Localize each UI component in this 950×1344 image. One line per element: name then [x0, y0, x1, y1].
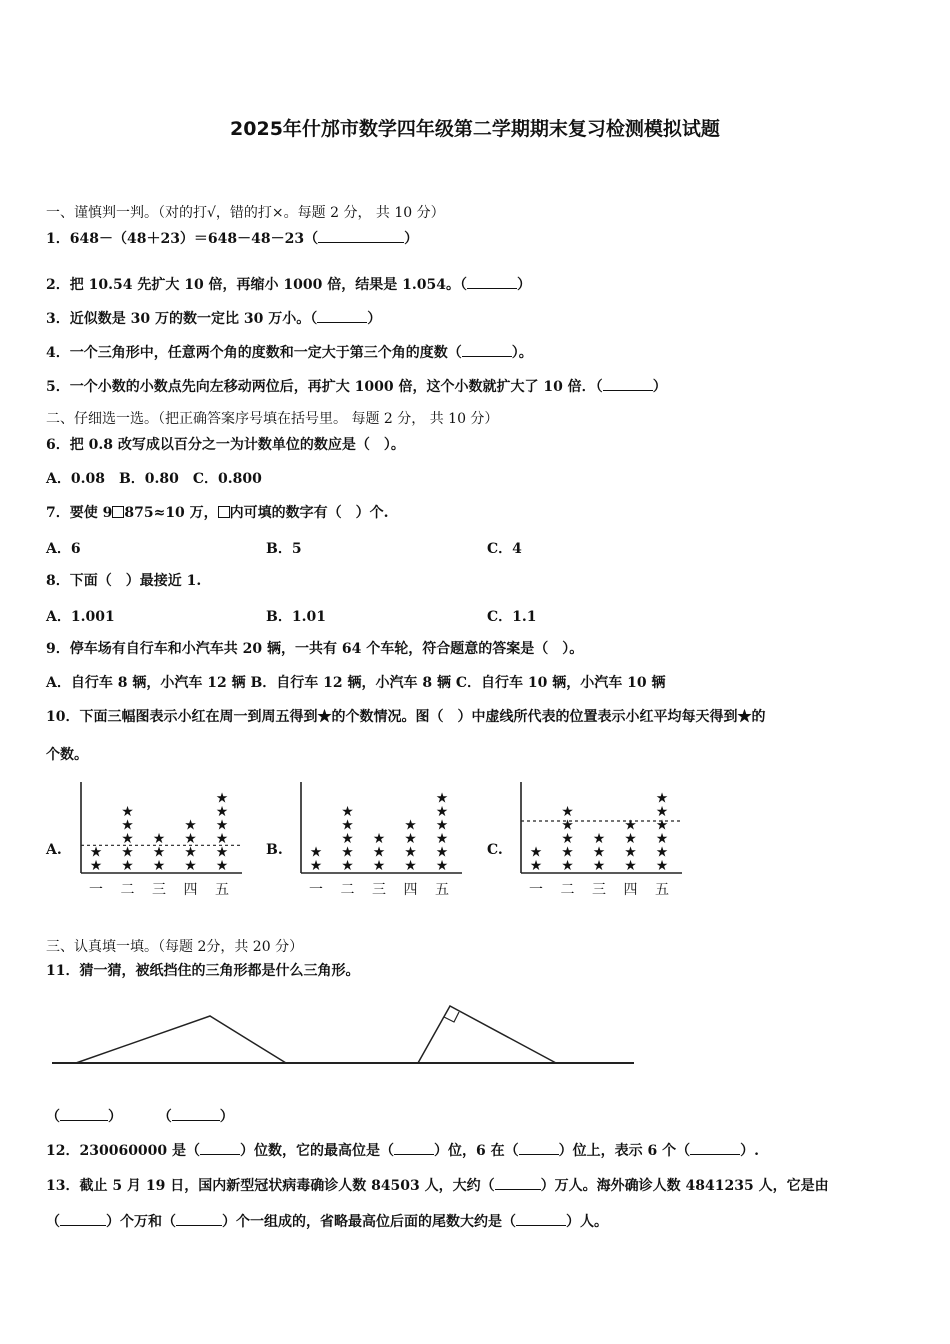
answer-blank[interactable]	[495, 1175, 541, 1190]
star-mark: ★	[435, 804, 449, 820]
day-label: 五	[655, 882, 669, 898]
page-title: 2025年什邡市数学四年级第二学期期末复习检测模拟试题	[230, 118, 720, 140]
obtuse-triangle-top	[76, 1016, 286, 1063]
right-triangle-top	[418, 1006, 556, 1063]
star-mark: ★	[435, 790, 449, 807]
star-mark: ★	[529, 858, 543, 874]
day-label: 一	[309, 882, 323, 898]
star-mark: ★	[561, 844, 574, 861]
question-7: 7．要使 9 875≈10 万， 内可填的数字有（ ）个.	[46, 505, 389, 521]
star-mark: ★	[152, 844, 166, 861]
day-label: 五	[215, 882, 229, 898]
day-label: 五	[435, 882, 449, 898]
star-mark: ★	[624, 844, 637, 861]
question-13: 13．截止 5 月 19 日，国内新型冠状病毒确诊人数 84503 人，大约（ ）万人。海外确诊人数 4841235 人，它是由	[46, 1175, 829, 1195]
section-2-heading: 二、仔细选一选。（把正确答案序号填在括号里。 每题 2 分， 共 10 分）	[46, 411, 499, 427]
star-mark: ★	[215, 858, 229, 874]
star-mark: ★	[89, 858, 103, 874]
answer-blank[interactable]	[394, 1140, 434, 1155]
star-mark: ★	[121, 831, 134, 847]
star-mark: ★	[404, 844, 417, 861]
answer-blank[interactable]	[318, 228, 404, 243]
question-12: 12．230060000 是（ ）位数，它的最高位是（ ）位，6 在（ ）位上，表示 6 个（ ）.	[46, 1140, 759, 1160]
day-label: 四	[623, 882, 638, 898]
question-10: 10．下面三幅图表示小红在周一到周五得到★的个数情况。图（ ）中虚线所代表的位置表示小红平均每天得到★的	[46, 709, 766, 725]
day-label: 二	[340, 882, 355, 898]
question-4-text: 4．一个三角形中，任意两个角的度数和一定大于第三个角的度数（	[46, 345, 462, 361]
star-mark: ★	[309, 858, 323, 874]
question-13-cont: （ ）个万和（ ）个一组成的，省略最高位后面的尾数大约是（ ）人。	[46, 1211, 608, 1231]
answer-blank[interactable]	[176, 1211, 222, 1226]
star-mark: ★	[529, 844, 543, 861]
star-mark: ★	[341, 858, 354, 874]
star-mark: ★	[561, 817, 574, 834]
star-mark: ★	[152, 831, 166, 847]
figure-c-label[interactable]: C.	[487, 842, 503, 858]
section-1-heading: 一、谨慎判一判。（对的打√，错的打×。每题 2 分， 共 10 分）	[46, 205, 445, 221]
star-mark: ★	[372, 858, 386, 874]
star-mark: ★	[655, 844, 669, 861]
star-mark: ★	[89, 844, 103, 861]
star-mark: ★	[561, 804, 574, 820]
answer-blank[interactable]	[516, 1211, 566, 1226]
star-mark: ★	[121, 817, 134, 834]
question-6: 6．把 0.8 改写成以百分之一为计数单位的数应是（ ）。	[46, 437, 405, 453]
star-mark: ★	[404, 831, 417, 847]
question-8: 8．下面（ ）最接近 1.	[46, 573, 202, 589]
box-icon	[218, 506, 230, 518]
answer-blank[interactable]	[603, 376, 653, 391]
question-3: 3．近似数是 30 万的数一定比 30 万小。（ ）	[46, 308, 381, 328]
star-mark: ★	[624, 831, 637, 847]
star-mark: ★	[435, 844, 449, 861]
day-label: 三	[152, 882, 166, 898]
day-label: 三	[592, 882, 606, 898]
star-mark: ★	[435, 858, 449, 874]
star-mark: ★	[592, 858, 606, 874]
question-5-text: 5．一个小数的小数点先向左移动两位后，再扩大 1000 倍，这个小数就扩大了 10 倍．（	[46, 379, 603, 395]
star-mark: ★	[184, 831, 197, 847]
answer-blank[interactable]	[172, 1106, 220, 1121]
star-mark: ★	[624, 858, 637, 874]
answer-blank[interactable]	[690, 1140, 740, 1155]
question-7-option-a[interactable]: A．6	[46, 541, 81, 557]
answer-blank[interactable]	[200, 1140, 240, 1155]
star-mark: ★	[404, 858, 417, 874]
star-mark: ★	[184, 844, 197, 861]
figure-c-chart	[512, 778, 702, 902]
star-mark: ★	[592, 831, 606, 847]
section-3-heading: 三、认真填一填。（每题 2分，共 20 分）	[46, 939, 304, 955]
day-label: 四	[403, 882, 418, 898]
answer-blank[interactable]	[60, 1106, 108, 1121]
star-mark: ★	[372, 844, 386, 861]
day-label: 一	[89, 882, 103, 898]
question-5: 5．一个小数的小数点先向左移动两位后，再扩大 1000 倍，这个小数就扩大了 10 倍．（ ）	[46, 376, 667, 396]
question-3-text: 3．近似数是 30 万的数一定比 30 万小。（	[46, 311, 318, 327]
day-label: 一	[529, 882, 543, 898]
star-mark: ★	[215, 844, 229, 861]
question-11-answers: （ ） （ ）	[46, 1106, 234, 1126]
question-9-options: A．自行车 8 辆，小汽车 12 辆 B．自行车 12 辆，小汽车 8 辆 C．自行车 10 辆，小汽车 10 辆	[46, 675, 666, 691]
star-mark: ★	[121, 804, 134, 820]
question-2: 2．把 10.54 先扩大 10 倍，再缩小 1000 倍，结果是 1.054。（ ）	[46, 274, 531, 294]
star-mark: ★	[592, 844, 606, 861]
answer-blank[interactable]	[462, 342, 512, 357]
question-7-option-c[interactable]: C．4	[487, 541, 522, 557]
star-mark: ★	[341, 844, 354, 861]
question-2-text: 2．把 10.54 先扩大 10 倍，再缩小 1000 倍，结果是 1.054。（	[46, 277, 467, 293]
answer-blank[interactable]	[519, 1140, 559, 1155]
day-label: 二	[120, 882, 135, 898]
star-mark: ★	[215, 817, 229, 834]
day-label: 三	[372, 882, 386, 898]
star-mark: ★	[655, 817, 669, 834]
question-8-option-c[interactable]: C．1.1	[487, 609, 537, 625]
star-mark: ★	[341, 831, 354, 847]
star-mark: ★	[121, 844, 134, 861]
answer-blank[interactable]	[467, 274, 517, 289]
question-6-options: A．0.08 B．0.80 C．0.800	[46, 471, 262, 487]
star-mark: ★	[561, 858, 574, 874]
star-mark: ★	[215, 804, 229, 820]
day-label: 四	[183, 882, 198, 898]
question-10-cont: 个数。	[46, 747, 88, 763]
star-mark: ★	[404, 817, 417, 834]
figure-a-chart	[72, 778, 262, 902]
figure-b-chart	[292, 778, 482, 902]
star-mark: ★	[655, 804, 669, 820]
question-11: 11．猜一猜，被纸挡住的三角形都是什么三角形。	[46, 963, 360, 979]
answer-blank[interactable]	[60, 1211, 106, 1226]
question-8-option-b[interactable]: B．1.01	[266, 609, 326, 625]
figure-b-label[interactable]: B.	[266, 842, 283, 858]
question-1: 1．648－（48＋23）＝648－48－23（ ）	[46, 228, 418, 248]
day-label: 二	[560, 882, 575, 898]
star-mark: ★	[341, 804, 354, 820]
hidden-triangles-figure	[46, 996, 646, 1076]
star-mark: ★	[184, 817, 197, 834]
star-mark: ★	[561, 831, 574, 847]
question-9: 9．停车场有自行车和小汽车共 20 辆，一共有 64 个车轮，符合题意的答案是（ ）。	[46, 641, 584, 657]
star-mark: ★	[372, 831, 386, 847]
star-mark: ★	[184, 858, 197, 874]
star-mark: ★	[215, 790, 229, 807]
star-mark: ★	[435, 831, 449, 847]
star-mark: ★	[341, 817, 354, 834]
star-mark: ★	[655, 831, 669, 847]
star-mark: ★	[152, 858, 166, 874]
star-mark: ★	[215, 831, 229, 847]
star-mark: ★	[435, 817, 449, 834]
star-mark: ★	[655, 790, 669, 807]
question-4: 4．一个三角形中，任意两个角的度数和一定大于第三个角的度数（ ）。	[46, 342, 533, 362]
question-7-option-b[interactable]: B．5	[266, 541, 302, 557]
star-mark: ★	[655, 858, 669, 874]
question-1-text: 1．648－（48＋23）＝648－48－23（	[46, 231, 319, 247]
star-mark: ★	[121, 858, 134, 874]
figure-a-label[interactable]: A.	[46, 842, 62, 858]
star-mark: ★	[624, 817, 637, 834]
box-icon	[112, 506, 124, 518]
question-8-option-a[interactable]: A．1.001	[46, 609, 115, 625]
answer-blank[interactable]	[317, 308, 367, 323]
star-mark: ★	[309, 844, 323, 861]
